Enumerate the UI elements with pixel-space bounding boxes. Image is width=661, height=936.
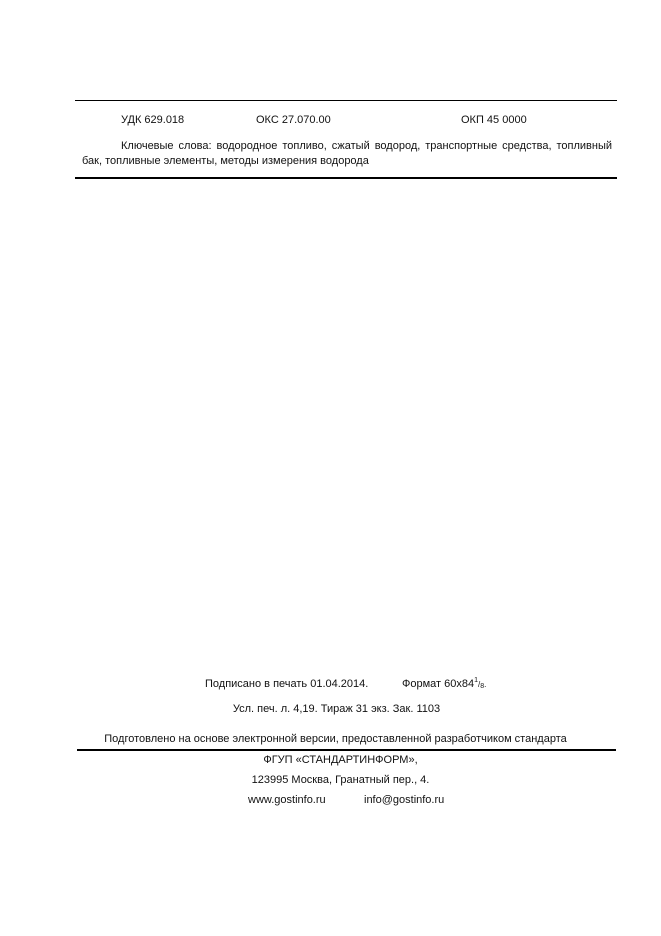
keywords-paragraph: Ключевые слова: водородное топливо, сжатый водород, транспортные средства, топливный бак, топливные элементы, методы измерения водорода	[82, 140, 612, 167]
publisher-website[interactable]: www.gostinfo.ru	[248, 794, 326, 806]
publisher-name: ФГУП «СТАНДАРТИНФОРМ»,	[263, 754, 418, 766]
paper-format-numerator: 1	[474, 677, 479, 684]
paper-format-label: Формат 60x84	[402, 678, 475, 690]
prepared-note: Подготовлено на основе электронной версии, предоставленной разработчиком стандарта	[104, 733, 567, 745]
paper-format-slash: /	[478, 680, 481, 689]
udk-code: УДК 629.018	[121, 114, 185, 126]
publisher-address: 123995 Москва, Гранатный пер., 4.	[251, 774, 430, 786]
publisher-top-rule	[77, 749, 616, 751]
paper-format-end: .	[484, 680, 487, 689]
paper-format	[402, 678, 486, 691]
top-rule	[75, 100, 617, 101]
paper-format-denominator: 8	[480, 683, 485, 690]
oks-code: ОКС 27.070.00	[256, 114, 331, 126]
signed-date: Подписано в печать 01.04.2014.	[205, 678, 369, 690]
publisher-email[interactable]: info@gostinfo.ru	[364, 794, 445, 806]
print-info: Усл. печ. л. 4,19. Тираж 31 экз. Зак. 1103	[232, 703, 441, 715]
keywords-bottom-rule	[75, 177, 617, 179]
okp-code: ОКП 45 0000	[461, 114, 527, 126]
